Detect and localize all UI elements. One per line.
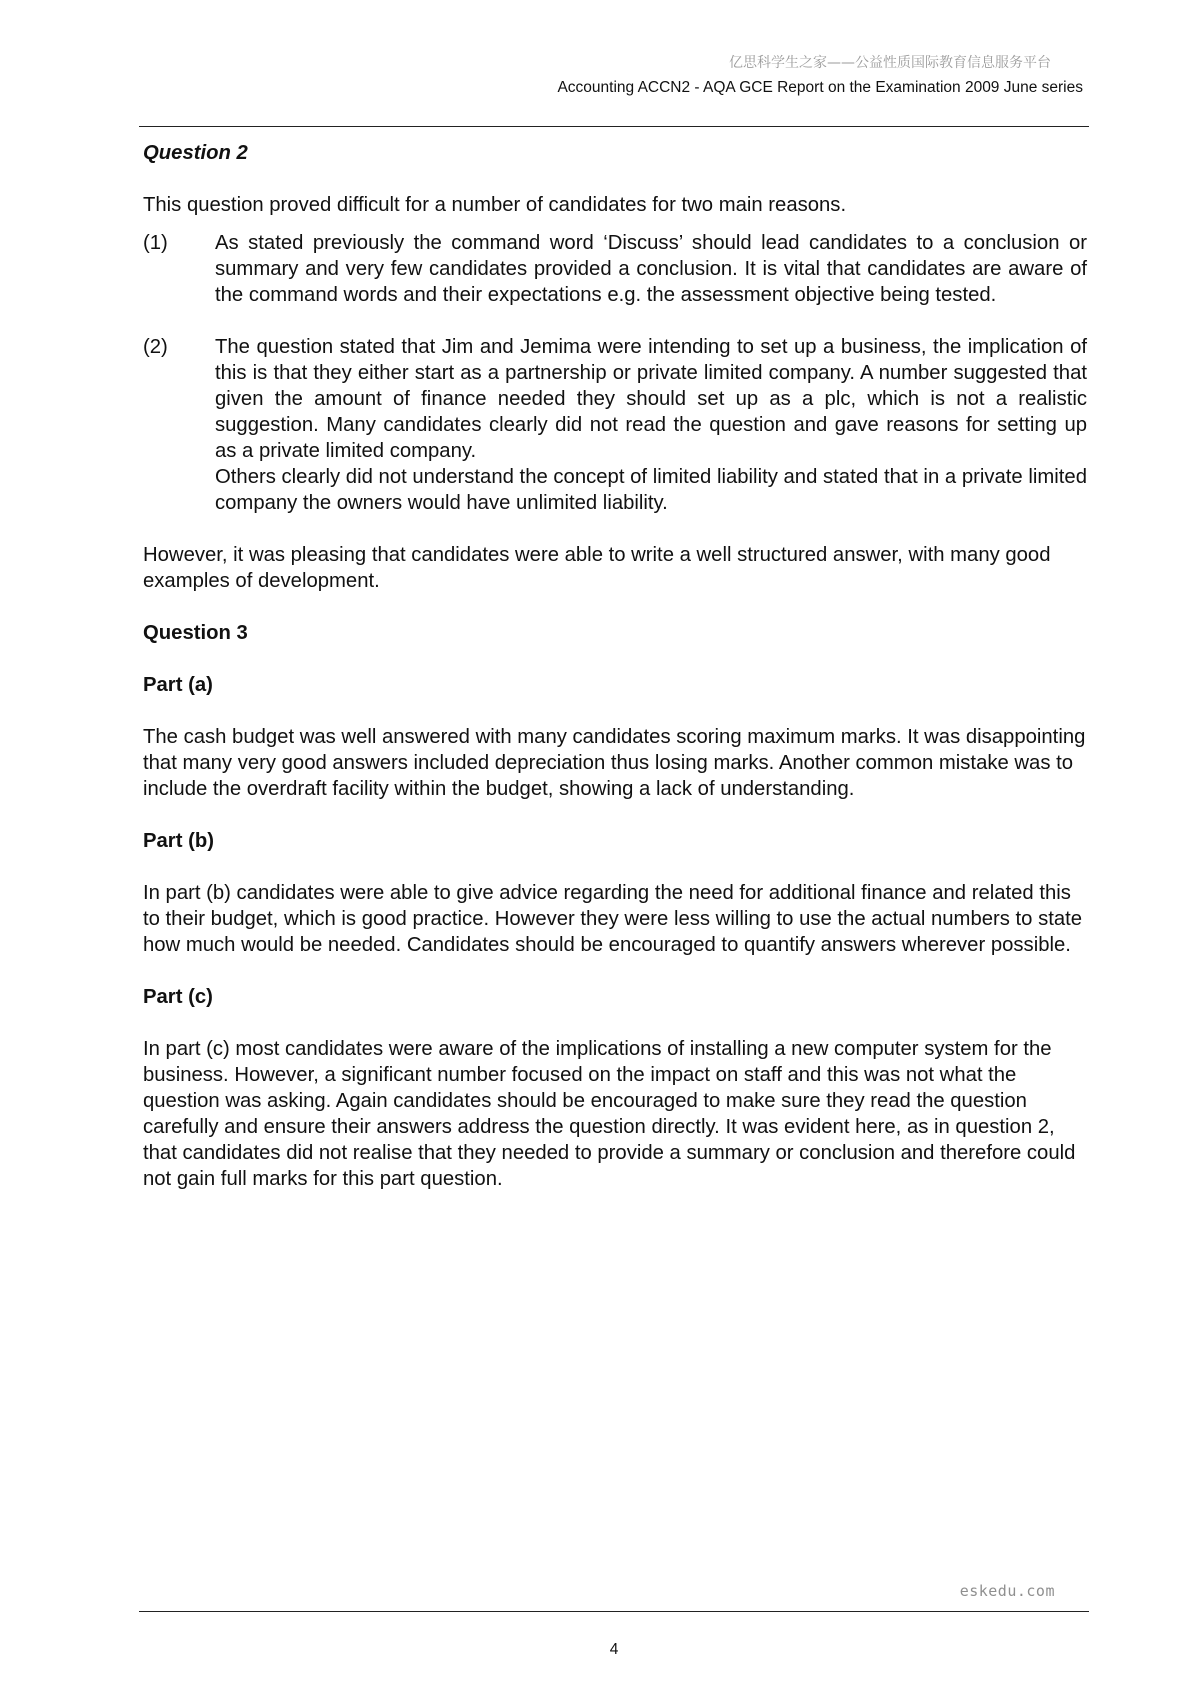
item-text: The question stated that Jim and Jemima were intending to set up a business, the implication of this is that they either start as a partnership or private limited company. A number suggested that given the amount of finance needed they should set up as a plc, which is not a realistic suggestion. Many candidates clearly did not read the question and gave reasons for setting up as a private limited company.: [215, 336, 1087, 462]
header-watermark: 亿思科学生之家——公益性质国际教育信息服务平台: [729, 55, 1051, 71]
running-header: Accounting ACCN2 - AQA GCE Report on the Examination 2009 June series: [557, 79, 1083, 96]
question-2-closing: However, it was pleasing that candidates were able to write a well structured answer, with many good examples of development.: [143, 544, 1051, 592]
report-body: [143, 140, 1087, 1192]
part-a-text: The cash budget was well answered with many candidates scoring maximum marks. It was disappointing that many very good answers included depreciation thus losing marks. Another common mistake was to include the overdraft facility within the budget, showing a lack of understanding.: [143, 726, 1086, 800]
item-number: (1): [143, 232, 168, 254]
footer-watermark: eskedu.com: [959, 1582, 1055, 1600]
part-c-text: In part (c) most candidates were aware of the implications of installing a new computer system for the business. However, a significant number focused on the impact on staff and this was not what the question was asking. Again candidates should be encouraged to make sure they read the question carefully and ensure their answers address the question directly. It was evident here, as in question 2, that candidates did not realise that they needed to provide a summary or conclusion and therefore could not gain full marks for this part question.: [143, 1038, 1076, 1190]
question-2-heading: Question 2: [143, 142, 248, 164]
numbered-item-1: [143, 230, 1087, 308]
part-a-heading: Part (a): [143, 674, 213, 696]
header-divider: [139, 126, 1089, 127]
footer-divider: [139, 1611, 1089, 1612]
item-text-continued: Others clearly did not understand the concept of limited liability and stated that in a private limited company the owners would have unlimited liability.: [215, 466, 1087, 514]
question-2-intro: This question proved difficult for a number of candidates for two main reasons.: [143, 194, 847, 216]
part-c-heading: Part (c): [143, 986, 213, 1008]
item-number: (2): [143, 336, 168, 358]
page-number: 4: [609, 1641, 619, 1658]
part-b-text: In part (b) candidates were able to give advice regarding the need for additional finance and related this to their budget, which is good practice. However they were less willing to use the actual numbers to state how much would be needed. Candidates should be encouraged to quantify answers wherever possible.: [143, 882, 1083, 956]
item-text: As stated previously the command word ‘Discuss’ should lead candidates to a conclusion or summary and very few candidates provided a conclusion. It is vital that candidates are aware of the command words and their expectations e.g. the assessment objective being tested.: [215, 232, 1087, 306]
question-3-heading: Question 3: [143, 622, 248, 644]
part-b-heading: Part (b): [143, 830, 214, 852]
numbered-item-2: [143, 334, 1087, 516]
